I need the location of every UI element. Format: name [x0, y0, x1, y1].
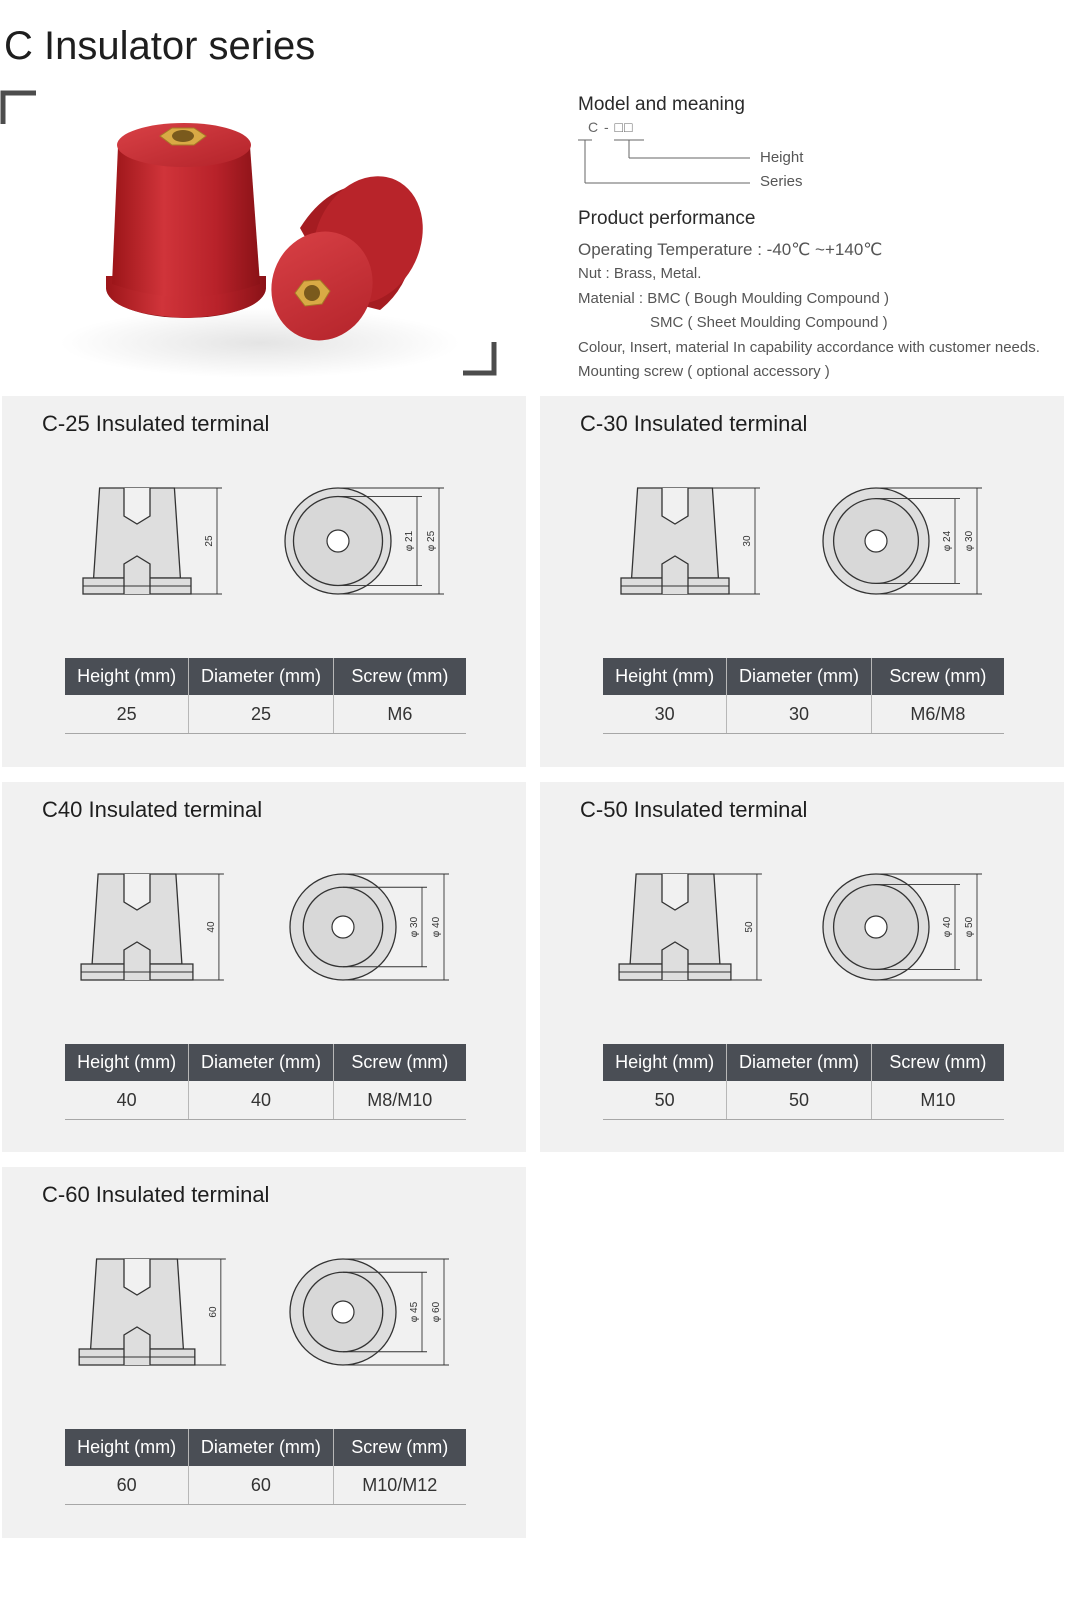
- terminal-title: C-50 Insulated terminal: [580, 797, 808, 822]
- col-diameter-header: Diameter (mm): [727, 658, 871, 695]
- perf-colour: Colour, Insert, material In capability accordance with customer needs.: [578, 338, 1040, 356]
- side-view: [621, 488, 760, 594]
- terminal-card-5: [2, 1167, 526, 1538]
- col-screw-header: Screw (mm): [871, 658, 1004, 695]
- top-view: [285, 488, 444, 594]
- perf-mounting-screw: Mounting screw ( optional accessory ): [578, 362, 830, 380]
- inner-diameter-label: φ 21: [404, 530, 415, 552]
- dimension-drawing: [72, 1247, 472, 1377]
- perf-material-smc: SMC ( Sheet Moulding Compound ): [650, 314, 888, 332]
- col-screw-header: Screw (mm): [333, 658, 466, 695]
- page-title: C Insulator series: [4, 24, 316, 68]
- terminal-title: C-60 Insulated terminal: [42, 1182, 270, 1207]
- terminal-card-4: [540, 782, 1064, 1152]
- screw-value: M6: [333, 695, 466, 734]
- inner-diameter-label: φ 30: [409, 916, 420, 938]
- spec-table: [65, 658, 466, 734]
- col-height-header: Height (mm): [603, 658, 727, 695]
- height-value: 25: [65, 695, 189, 734]
- col-height-header: Height (mm): [65, 1429, 189, 1466]
- dimension-drawing: [72, 862, 472, 992]
- outer-diameter-label: φ 50: [964, 916, 975, 938]
- height-dimension-label: 30: [742, 535, 753, 547]
- product-photo: [0, 88, 505, 388]
- corner-bracket-top-left: [3, 93, 36, 124]
- col-screw-header: Screw (mm): [333, 1429, 466, 1466]
- dimension-drawing: [72, 476, 472, 606]
- col-screw-header: Screw (mm): [871, 1044, 1004, 1081]
- perf-material: Matenial : BMC ( Bough Moulding Compound ): [578, 289, 889, 307]
- top-view: [290, 1259, 449, 1365]
- col-height-header: Height (mm): [65, 1044, 189, 1081]
- spec-row: [65, 1466, 466, 1505]
- outer-diameter-label: φ 30: [964, 530, 975, 552]
- height-value: 60: [65, 1466, 189, 1505]
- spec-table: [603, 658, 1004, 734]
- col-diameter-header: Diameter (mm): [189, 1429, 333, 1466]
- screw-value: M10/M12: [333, 1466, 466, 1505]
- spec-header-row: [65, 658, 466, 695]
- spec-row: [65, 1081, 466, 1120]
- height-dimension-label: 25: [204, 535, 215, 547]
- terminal-card-1: [2, 396, 526, 767]
- spec-row: [603, 1081, 1004, 1120]
- inner-diameter-label: φ 40: [942, 916, 953, 938]
- side-view: [81, 874, 224, 980]
- spec-header-row: [65, 1429, 466, 1466]
- height-value: 30: [603, 695, 727, 734]
- side-view: [619, 874, 762, 980]
- diameter-value: 60: [189, 1466, 333, 1505]
- spec-table: [603, 1044, 1004, 1120]
- model-heading: Model and meaning: [578, 94, 745, 115]
- spec-row: [65, 695, 466, 734]
- col-height-header: Height (mm): [65, 658, 189, 695]
- height-value: 50: [603, 1081, 727, 1120]
- model-code: C - □□: [588, 119, 634, 135]
- outer-diameter-label: φ 25: [426, 530, 437, 552]
- screw-value: M8/M10: [333, 1081, 466, 1120]
- spec-table: [65, 1044, 466, 1120]
- col-diameter-header: Diameter (mm): [727, 1044, 871, 1081]
- col-diameter-header: Diameter (mm): [189, 658, 333, 695]
- corner-bracket-bottom-right: [463, 342, 494, 373]
- terminal-card-2: [540, 396, 1064, 767]
- perf-temperature: Operating Temperature : -40℃ ~+140℃: [578, 240, 883, 259]
- height-dimension-label: 50: [743, 921, 755, 933]
- diameter-value: 30: [727, 695, 871, 734]
- side-view: [79, 1259, 226, 1365]
- spec-header-row: [65, 1044, 466, 1081]
- diameter-value: 25: [189, 695, 333, 734]
- model-meaning-diagram: [578, 118, 838, 198]
- inner-diameter-label: φ 24: [942, 530, 953, 552]
- dimension-drawing: [610, 862, 1010, 992]
- side-view: [83, 488, 222, 594]
- insulator-standing: [106, 123, 266, 318]
- perf-nut: Nut : Brass, Metal.: [578, 265, 702, 283]
- height-label: Height: [760, 149, 804, 166]
- col-height-header: Height (mm): [603, 1044, 727, 1081]
- height-value: 40: [65, 1081, 189, 1120]
- diameter-value: 50: [727, 1081, 871, 1120]
- height-dimension-label: 40: [205, 921, 217, 933]
- terminal-card-3: [2, 782, 526, 1152]
- product-illustration: [0, 88, 505, 388]
- top-view: [823, 874, 982, 980]
- terminal-title: C-25 Insulated terminal: [42, 411, 270, 436]
- outer-diameter-label: φ 40: [431, 916, 442, 938]
- outer-diameter-label: φ 60: [431, 1301, 442, 1323]
- diameter-value: 40: [189, 1081, 333, 1120]
- performance-list: [578, 238, 1040, 384]
- screw-value: M10: [871, 1081, 1004, 1120]
- dimension-drawing: [610, 476, 1010, 606]
- spec-header-row: [603, 658, 1004, 695]
- spec-table: [65, 1429, 466, 1505]
- terminal-title: C-30 Insulated terminal: [580, 411, 808, 436]
- series-label: Series: [760, 173, 803, 190]
- top-view: [823, 488, 982, 594]
- performance-heading: Product performance: [578, 208, 756, 229]
- terminal-title: C40 Insulated terminal: [42, 797, 263, 822]
- col-screw-header: Screw (mm): [333, 1044, 466, 1081]
- col-diameter-header: Diameter (mm): [189, 1044, 333, 1081]
- top-view: [290, 874, 449, 980]
- spec-header-row: [603, 1044, 1004, 1081]
- inner-diameter-label: φ 45: [409, 1301, 420, 1323]
- height-dimension-label: 60: [207, 1306, 219, 1318]
- screw-value: M6/M8: [871, 695, 1004, 734]
- spec-row: [603, 695, 1004, 734]
